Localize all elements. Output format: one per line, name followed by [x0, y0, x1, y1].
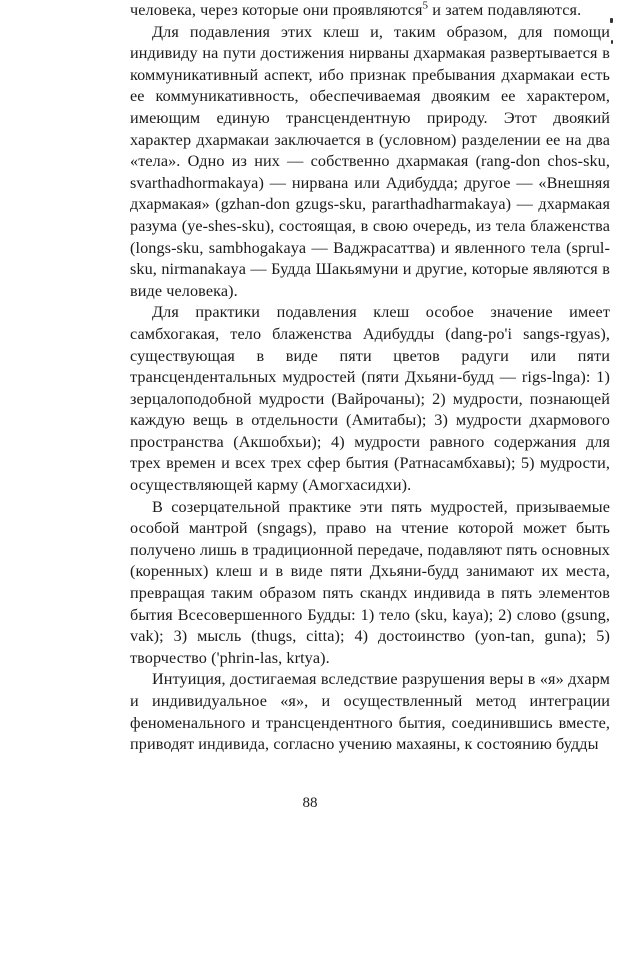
- page-number: 88: [302, 795, 318, 811]
- print-speck: [610, 18, 613, 23]
- paragraph: Для подавления этих клеш и, таким образом, для помощи индивиду на пути достижения нирваны дхармакая развертывается в коммуникативный аспект, ибо признак пребывания дхармакаи есть ее коммуникативность, обеспечиваемая двояким ее характером, имеющим единую трансцендентную природу. Этот двоякий характер дхармакаи заключается в (условном) разделении ее на два «тела». Одно из них — собственно дхармакая (rang-don chos-sku, svarthadhormakaya) — нирвана или Адибудда; другое — «Внешняя дхармакая» (gzhan-don gzugs-sku, pararthadharmakaya) — дхармакая разума (ye-shes-sku), состоящая, в свою очередь, из тела блаженства (longs-sku, sambhogakaya — Ваджрасаттва) и явленного тела (sprul-sku, nirmanakaya — Будда Шакьямуни и другие, которые являются в виде человека).: [130, 22, 610, 300]
- print-speck: [611, 40, 613, 44]
- paragraph-text: и затем подавляются.: [428, 1, 582, 19]
- paragraph-continuation: [130, 0, 610, 22]
- paragraph: Интуиция, достигаемая вследствие разрушения веры в «я» дхарм и индивидуальное «я», и осуществленный метод интеграции феноменального и трансцендентного бытия, соединившись вместе, приводят индивида, согласно учению махаяны, к состоянию будды: [130, 670, 610, 754]
- paragraph: В созерцательной практике эти пять мудростей, призываемые особой мантрой (sngags), право на чтение которой может быть получено лишь в традиционной передаче, подавляют пять основных (коренных) клеш и в виде пяти Дхьяни-будд занимают их места, превращая таким образом пять скандх индивида в пять элементов бытия Всесовершенного Будды: 1) тело (sku, kaya); 2) слово (gsung, vak); 3) мысль (thugs, citta); 4) достоинство (yon-tan, guna); 5) творчество ('phrin-las, krtya).: [130, 497, 610, 667]
- paragraph: Для практики подавления клеш особое значение имеет самбхогакая, тело блаженства Адибудды (dang-po'i sangs-rgyas), существующая в виде пяти цветов радуги или пяти трансцендентальных мудростей (пяти Дхьяни-будд — rigs-lnga): 1) зерцалоподобной мудрости (Вайрочаны); 2) мудрости, познающей каждую вещь в отдельности (Амитабы); 3) мудрости дхармового пространства (Акшобхьи); 4) мудрости равного содержания для трех времен и всех трех сфер бытия (Ратнасамбхавы); 5) мудрости, осуществляющей карму (Амогхасидхи).: [130, 303, 610, 495]
- paragraph-text: человека, через которые они проявляются: [130, 1, 423, 19]
- body-text: [130, 0, 610, 756]
- footnote-reference: 5: [422, 0, 429, 12]
